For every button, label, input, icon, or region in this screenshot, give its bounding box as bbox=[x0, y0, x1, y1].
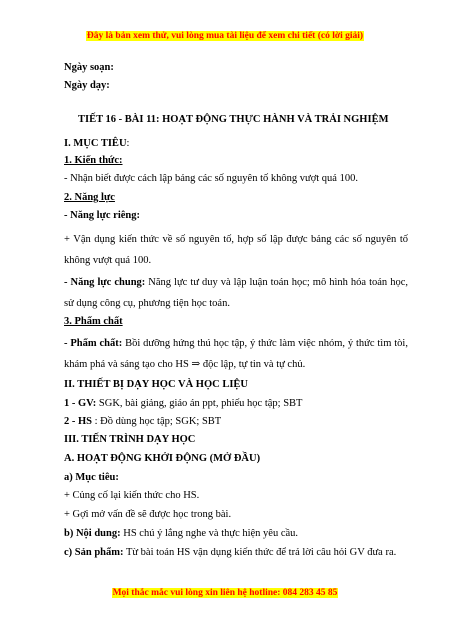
section-equipment-heading: II. THIẾT BỊ DẠY HỌC VÀ HỌC LIỆU bbox=[64, 379, 248, 390]
teach-date-label: Ngày dạy: bbox=[64, 80, 110, 91]
preview-notice-banner bbox=[0, 31, 450, 41]
general-ability-label: - Năng lực chung: bbox=[64, 277, 146, 288]
knowledge-heading: 1. Kiến thức: bbox=[64, 155, 123, 166]
warmup-activity-heading: A. HOẠT ĐỘNG KHỞI ĐỘNG (MỞ ĐẦU) bbox=[64, 453, 261, 464]
lesson-title: TIẾT 16 - BÀI 11: HOẠT ĐỘNG THỰC HÀNH VÀ TRẢI NGHIỆM bbox=[78, 114, 389, 125]
quality-text: Bồi dưỡng hứng thú học tập, ý thức làm việc nhóm, ý thức tìm tòi, khám phá và sáng tạo cho HS ⇒ độc lập, tự tin và tự chủ. bbox=[64, 338, 408, 370]
hotline-notice-text: Mọi thắc mắc vui lòng xin liên hệ hotline: 084 283 45 85 bbox=[112, 588, 338, 598]
content-line: b) Nội dung: HS chú ý lắng nghe và thực hiện yêu cầu. bbox=[64, 528, 299, 539]
goal-heading: a) Mục tiêu: bbox=[64, 472, 119, 483]
student-materials: 2 - HS : Đồ dùng học tập; SGK; SBT bbox=[64, 416, 222, 427]
preview-notice-text: Đây là bản xem thử, vui lòng mua tài liệu để xem chi tiết (có lời giải) bbox=[86, 31, 364, 41]
hotline-notice-banner bbox=[0, 588, 450, 598]
specific-ability-heading: - Năng lực riêng: bbox=[64, 210, 140, 221]
section-objectives-heading: I. MỤC TIÊU: bbox=[64, 138, 130, 149]
quality-label: - Phẩm chất: bbox=[64, 338, 123, 349]
general-ability-paragraph bbox=[64, 272, 408, 314]
general-ability-text: Năng lực tư duy và lập luận toán học; mô hình hóa toán học, sử dụng công cụ, phương tiện học toán. bbox=[64, 277, 408, 309]
quality-paragraph bbox=[64, 333, 408, 375]
quality-heading: 3. Phẩm chất bbox=[64, 316, 123, 327]
goal-item-2: + Gợi mở vấn đề sẽ được học trong bài. bbox=[64, 509, 232, 520]
section-process-heading: III. TIẾN TRÌNH DẠY HỌC bbox=[64, 434, 196, 445]
product-paragraph: c) Sản phẩm: Từ bài toán HS vận dụng kiến thức để trả lời câu hỏi GV đưa ra. bbox=[64, 547, 397, 558]
prep-date-label: Ngày soạn: bbox=[64, 62, 114, 73]
specific-ability-text: + Vận dụng kiến thức về số nguyên tố, hợp số lập được bảng các số nguyên tố không vượt quá 100. bbox=[64, 234, 408, 266]
teacher-materials: 1 - GV: SGK, bài giảng, giáo án ppt, phiếu học tập; SBT bbox=[64, 398, 303, 409]
ability-heading: 2. Năng lực bbox=[64, 192, 115, 203]
goal-item-1: + Củng cố lại kiến thức cho HS. bbox=[64, 490, 200, 501]
knowledge-text: - Nhận biết được cách lập bảng các số nguyên tố không vượt quá 100. bbox=[64, 173, 358, 184]
